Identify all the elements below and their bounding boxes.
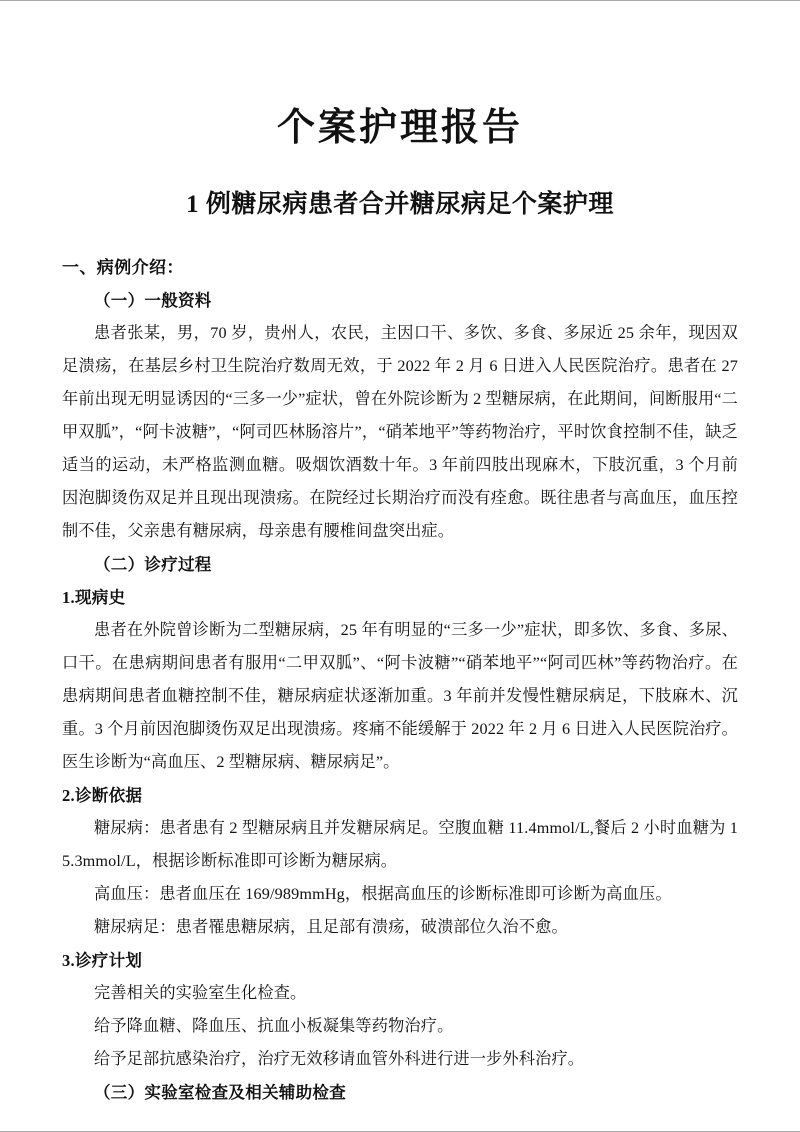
diagnostic-basis-item-diabetes: 糖尿病：患者患有 2 型糖尿病且并发糖尿病足。空腹血糖 11.4mmol/L,餐后 2 小时血糖为 15.3mmol/L，根据诊断标准即可诊断为糖尿病。 — [62, 819, 738, 870]
treatment-plan-item-lab-tests: 完善相关的实验室生化检查。 — [94, 984, 307, 1002]
treatment-plan-item-foot-infection: 给予足部抗感染治疗，治疗无效移请血管外科进行进一步外科治疗。 — [94, 1050, 585, 1068]
diagnostic-basis-item-hypertension: 高血压：患者血压在 169/989mmHg，根据高血压的诊断标准即可诊断为高血压。 — [94, 885, 672, 903]
paragraph-present-history: 患者在外院曾诊断为二型糖尿病，25 年有明显的“三多一少”症状，即多饮、多食、多尿、口干。在患病期间患者有服用“二甲双胍”、“阿卡波糖”“硝苯地平”“阿司匹林”等药物治疗。在患病期间患者血糖控制不佳，糖尿病症状逐渐加重。3 年前并发慢性糖尿病足，下肢麻木、沉重。3 个月前因泡脚烫伤双足出现溃疡。疼痛不能缓解于 2022 年 2 月 6 日进入人民医院治疗。医生诊断为“高血压、2 型糖尿病、糖尿病足”。 — [62, 621, 738, 771]
heading-treatment-process: （二）诊疗过程 — [94, 555, 212, 574]
treatment-plan-item-medication: 给予降血糖、降血压、抗血小板凝集等药物治疗。 — [94, 1017, 454, 1035]
diagnostic-basis-item-diabetic-foot: 糖尿病足：患者罹患糖尿病，且足部有溃疡，破溃部位久治不愈。 — [94, 918, 568, 936]
page-content — [62, 1, 738, 1109]
document-subtitle: 1 例糖尿病患者合并糖尿病足个案护理 — [186, 190, 614, 218]
page-title: 个案护理报告 — [276, 107, 523, 149]
heading-lab-examination: （三）实验室检查及相关辅助检查 — [94, 1083, 346, 1102]
heading-diagnostic-basis: 2.诊断依据 — [62, 786, 143, 805]
heading-case-introduction: 一、病例介绍： — [62, 258, 184, 277]
heading-treatment-plan: 3.诊疗计划 — [62, 951, 143, 970]
heading-general-info: （一）一般资料 — [94, 291, 212, 310]
heading-present-history: 1.现病史 — [62, 588, 126, 607]
paragraph-general-info: 患者张某，男，70 岁，贵州人，农民，主因口干、多饮、多食、多尿近 25 余年，现因双足溃疡，在基层乡村卫生院治疗数周无效，于 2022 年 2 月 6 日进入人民医院治疗。患者在 27 年前出现无明显诱因的“三多一少”症状，曾在外院诊断为 2 型糖尿病，在此期间，间断服用“二甲双胍”，“阿卡波糖”，“阿司匹林肠溶片”，“硝苯地平”等药物治疗，平时饮食控制不佳，缺乏适当的运动，未严格监测血糖。吸烟饮酒数十年。3 年前四肢出现麻木，下肢沉重，3 个月前因泡脚烫伤双足并且现出现溃疡。在院经过长期治疗而没有痊愈。既往患者与高血压，血压控制不佳，父亲患有糖尿病，母亲患有腰椎间盘突出症。 — [62, 324, 738, 540]
